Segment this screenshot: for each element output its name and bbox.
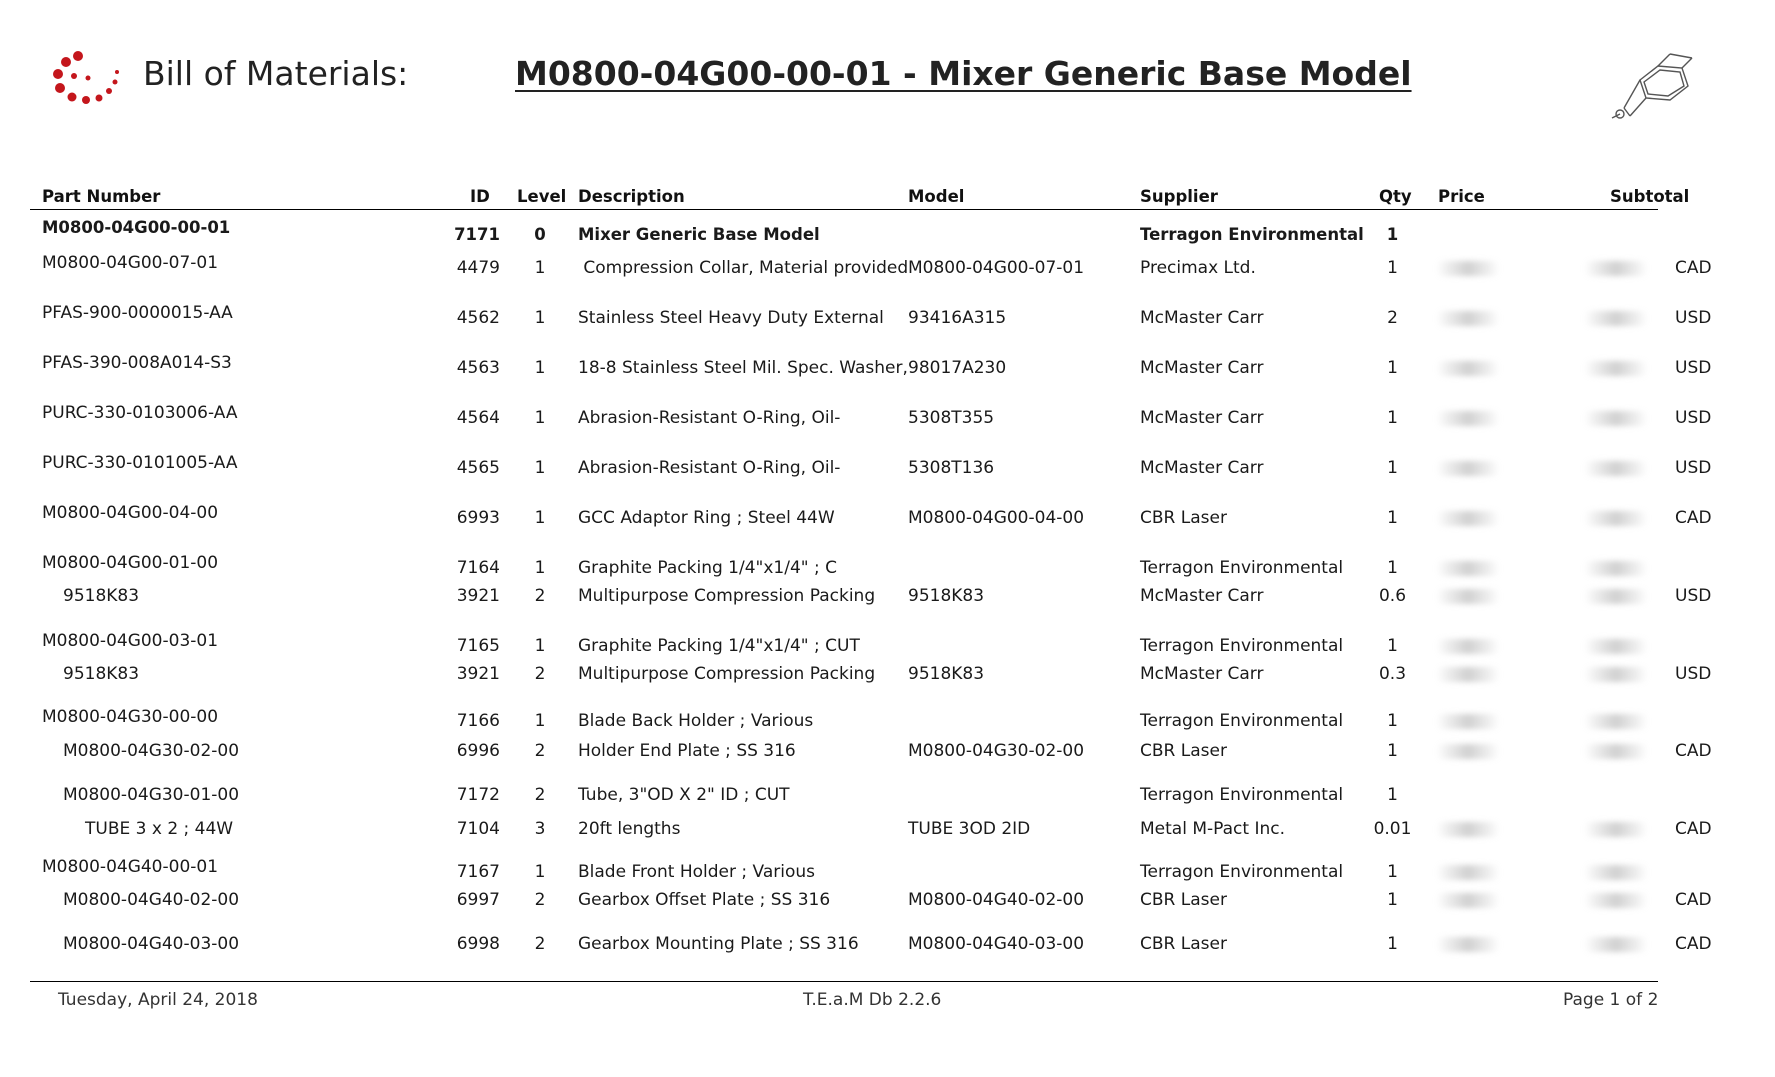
item-id: 7166 [456, 711, 500, 731]
item-model: TUBE 3OD 2ID [908, 819, 1031, 839]
item-description: GCC Adaptor Ring ; Steel 44W [578, 508, 835, 528]
item-price-redacted [1436, 714, 1500, 734]
item-model: M0800-04G00-04-00 [908, 508, 1085, 528]
item-description: Abrasion-Resistant O-Ring, Oil- [578, 458, 841, 478]
item-level: 2 [534, 890, 546, 910]
item-level: 1 [534, 408, 546, 428]
item-qty: 0.6 [1378, 586, 1407, 606]
item-id: 4564 [456, 408, 500, 428]
item-price-redacted [1436, 937, 1500, 957]
part-number: M0800-04G00-01-00 [42, 553, 219, 573]
item-supplier: CBR Laser [1140, 741, 1227, 761]
item-currency: USD [1675, 308, 1712, 328]
item-price-redacted [1436, 744, 1500, 764]
part-number: 9518K83 [63, 586, 140, 606]
item-level: 1 [534, 636, 546, 656]
item-id: 7164 [456, 558, 500, 578]
item-supplier: Precimax Ltd. [1140, 258, 1256, 278]
item-id: 7172 [456, 785, 500, 805]
item-qty: 1 [1387, 358, 1398, 378]
item-supplier: McMaster Carr [1140, 308, 1264, 328]
item-description: Graphite Packing 1/4"x1/4" ; C [578, 558, 838, 578]
item-id: 7171 [454, 225, 500, 244]
part-number: M0800-04G30-01-00 [63, 785, 240, 805]
item-description: Graphite Packing 1/4"x1/4" ; CUT [578, 636, 860, 656]
item-level: 2 [534, 586, 546, 606]
item-level: 1 [534, 258, 546, 278]
item-id: 6997 [456, 890, 500, 910]
page-title: M0800-04G00-00-01 - Mixer Generic Base Model [515, 54, 1412, 93]
part-number: M0800-04G00-07-01 [42, 253, 219, 273]
item-currency: CAD [1675, 934, 1712, 954]
part-number: M0800-04G30-02-00 [63, 741, 240, 761]
item-id: 7167 [456, 862, 500, 882]
item-level: 1 [534, 458, 546, 478]
footer-page-number: Page 1 of 2 [1563, 990, 1659, 1010]
item-id: 3921 [456, 586, 500, 606]
part-number: 9518K83 [63, 664, 140, 684]
item-model: 93416A315 [908, 308, 1007, 328]
item-currency: CAD [1675, 741, 1712, 761]
item-currency: USD [1675, 458, 1712, 478]
part-number: M0800-04G40-00-01 [42, 857, 219, 877]
item-subtotal-redacted [1584, 261, 1648, 281]
item-supplier: McMaster Carr [1140, 586, 1264, 606]
item-description: Tube, 3"OD X 2" ID ; CUT [578, 785, 790, 805]
document-label: Bill of Materials: [143, 54, 409, 93]
item-description: Multipurpose Compression Packing [578, 664, 876, 684]
col-description: Description [578, 187, 685, 206]
item-subtotal-redacted [1584, 461, 1648, 481]
item-subtotal-redacted [1584, 589, 1648, 609]
item-level: 1 [534, 862, 546, 882]
col-part-number: Part Number [42, 187, 161, 206]
item-supplier: Terragon Environmental [1140, 636, 1344, 656]
col-subtotal: Subtotal [1610, 187, 1690, 206]
item-currency: CAD [1675, 890, 1712, 910]
item-supplier: McMaster Carr [1140, 458, 1264, 478]
part-number: TUBE 3 x 2 ; 44W [85, 819, 234, 839]
col-price: Price [1438, 187, 1485, 206]
item-currency: CAD [1675, 258, 1712, 278]
header-divider [30, 209, 1658, 210]
part-number: PFAS-900-0000015-AA [42, 303, 233, 323]
item-model: 5308T136 [908, 458, 995, 478]
item-level: 1 [534, 558, 546, 578]
item-id: 4565 [456, 458, 500, 478]
item-description: 20ft lengths [578, 819, 681, 839]
footer-app-version: T.E.a.M Db 2.2.6 [803, 990, 942, 1010]
item-qty: 1 [1387, 711, 1398, 731]
item-price-redacted [1436, 411, 1500, 431]
item-level: 2 [534, 664, 546, 684]
item-currency: USD [1675, 664, 1712, 684]
item-qty: 1 [1387, 741, 1398, 761]
col-supplier: Supplier [1140, 187, 1218, 206]
item-qty: 1 [1387, 636, 1398, 656]
item-subtotal-redacted [1584, 667, 1648, 687]
col-level: Level [517, 187, 567, 206]
item-description: 18-8 Stainless Steel Mil. Spec. Washer, [578, 358, 908, 378]
item-id: 3921 [456, 664, 500, 684]
item-currency: USD [1675, 586, 1712, 606]
item-subtotal-redacted [1584, 361, 1648, 381]
item-description: Stainless Steel Heavy Duty External [578, 308, 884, 328]
item-description: Mixer Generic Base Model [578, 225, 820, 244]
part-number: M0800-04G40-03-00 [63, 934, 240, 954]
item-level: 2 [534, 934, 546, 954]
item-supplier: Terragon Environmental [1140, 862, 1344, 882]
item-description: Compression Collar, Material provided [578, 258, 909, 278]
item-supplier: Terragon Environmental [1140, 785, 1344, 805]
item-qty: 1 [1387, 785, 1398, 805]
item-level: 0 [534, 225, 546, 244]
item-id: 6993 [456, 508, 500, 528]
col-id: ID [470, 187, 490, 206]
item-currency: USD [1675, 358, 1712, 378]
part-number: M0800-04G00-00-01 [42, 218, 231, 237]
item-level: 1 [534, 508, 546, 528]
item-qty: 1 [1387, 934, 1398, 954]
item-price-redacted [1436, 261, 1500, 281]
item-description: Holder End Plate ; SS 316 [578, 741, 796, 761]
item-model: M0800-04G30-02-00 [908, 741, 1085, 761]
item-price-redacted [1436, 667, 1500, 687]
item-description: Multipurpose Compression Packing [578, 586, 876, 606]
item-supplier: McMaster Carr [1140, 664, 1264, 684]
item-supplier: McMaster Carr [1140, 408, 1264, 428]
item-model: 98017A230 [908, 358, 1007, 378]
item-qty: 1 [1387, 258, 1398, 278]
item-currency: USD [1675, 408, 1712, 428]
item-model: M0800-04G40-02-00 [908, 890, 1085, 910]
item-description: Blade Front Holder ; Various [578, 862, 816, 882]
item-description: Gearbox Offset Plate ; SS 316 [578, 890, 831, 910]
item-level: 1 [534, 308, 546, 328]
item-id: 7104 [456, 819, 500, 839]
item-price-redacted [1436, 639, 1500, 659]
item-description: Blade Back Holder ; Various [578, 711, 814, 731]
part-number: M0800-04G30-00-00 [42, 707, 219, 727]
item-supplier: Terragon Environmental [1140, 225, 1364, 244]
item-subtotal-redacted [1584, 744, 1648, 764]
item-supplier: Metal M-Pact Inc. [1140, 819, 1285, 839]
item-subtotal-redacted [1584, 311, 1648, 331]
item-price-redacted [1436, 461, 1500, 481]
footer-date: Tuesday, April 24, 2018 [58, 990, 258, 1010]
item-qty: 2 [1387, 308, 1398, 328]
item-subtotal-redacted [1584, 714, 1648, 734]
item-id: 4479 [456, 258, 500, 278]
item-qty: 1 [1387, 890, 1398, 910]
item-subtotal-redacted [1584, 511, 1648, 531]
item-level: 2 [534, 785, 546, 805]
item-supplier: CBR Laser [1140, 508, 1227, 528]
item-id: 6998 [456, 934, 500, 954]
footer-divider [30, 981, 1658, 982]
col-model: Model [908, 187, 965, 206]
item-qty: 1 [1387, 558, 1398, 578]
part-number: PURC-330-0103006-AA [42, 403, 238, 423]
col-qty: Qty [1379, 187, 1412, 206]
item-subtotal-redacted [1584, 411, 1648, 431]
item-level: 1 [534, 711, 546, 731]
item-model: M0800-04G00-07-01 [908, 258, 1085, 278]
item-price-redacted [1436, 893, 1500, 913]
item-subtotal-redacted [1584, 822, 1648, 842]
item-subtotal-redacted [1584, 639, 1648, 659]
item-id: 7165 [456, 636, 500, 656]
item-subtotal-redacted [1584, 561, 1648, 581]
item-supplier: McMaster Carr [1140, 358, 1264, 378]
item-subtotal-redacted [1584, 893, 1648, 913]
part-number: M0800-04G00-04-00 [42, 503, 219, 523]
item-price-redacted [1436, 822, 1500, 842]
part-number: PFAS-390-008A014-S3 [42, 353, 232, 373]
item-subtotal-redacted [1584, 865, 1648, 885]
part-number: M0800-04G00-03-01 [42, 631, 219, 651]
item-supplier: CBR Laser [1140, 890, 1227, 910]
item-qty: 1 [1387, 862, 1398, 882]
item-level: 2 [534, 741, 546, 761]
item-subtotal-redacted [1584, 937, 1648, 957]
item-currency: CAD [1675, 508, 1712, 528]
item-level: 1 [534, 358, 546, 378]
part-number: PURC-330-0101005-AA [42, 453, 238, 473]
item-qty: 1 [1387, 408, 1398, 428]
item-supplier: CBR Laser [1140, 934, 1227, 954]
item-qty: 1 [1387, 458, 1398, 478]
item-qty: 1 [1386, 225, 1399, 244]
item-description: Abrasion-Resistant O-Ring, Oil- [578, 408, 841, 428]
item-qty: 0.3 [1378, 664, 1407, 684]
part-thumbnail [1600, 48, 1696, 128]
item-price-redacted [1436, 561, 1500, 581]
item-id: 6996 [456, 741, 500, 761]
item-price-redacted [1436, 311, 1500, 331]
item-level: 3 [534, 819, 546, 839]
item-id: 4562 [456, 308, 500, 328]
item-model: 5308T355 [908, 408, 995, 428]
item-price-redacted [1436, 589, 1500, 609]
part-number: M0800-04G40-02-00 [63, 890, 240, 910]
item-supplier: Terragon Environmental [1140, 558, 1344, 578]
item-model: M0800-04G40-03-00 [908, 934, 1085, 954]
item-model: 9518K83 [908, 664, 985, 684]
item-price-redacted [1436, 361, 1500, 381]
item-price-redacted [1436, 511, 1500, 531]
item-model: 9518K83 [908, 586, 985, 606]
item-price-redacted [1436, 865, 1500, 885]
item-qty: 0.01 [1373, 819, 1412, 839]
item-qty: 1 [1387, 508, 1398, 528]
item-id: 4563 [456, 358, 500, 378]
item-currency: CAD [1675, 819, 1712, 839]
company-logo [44, 48, 128, 112]
item-supplier: Terragon Environmental [1140, 711, 1344, 731]
item-description: Gearbox Mounting Plate ; SS 316 [578, 934, 859, 954]
